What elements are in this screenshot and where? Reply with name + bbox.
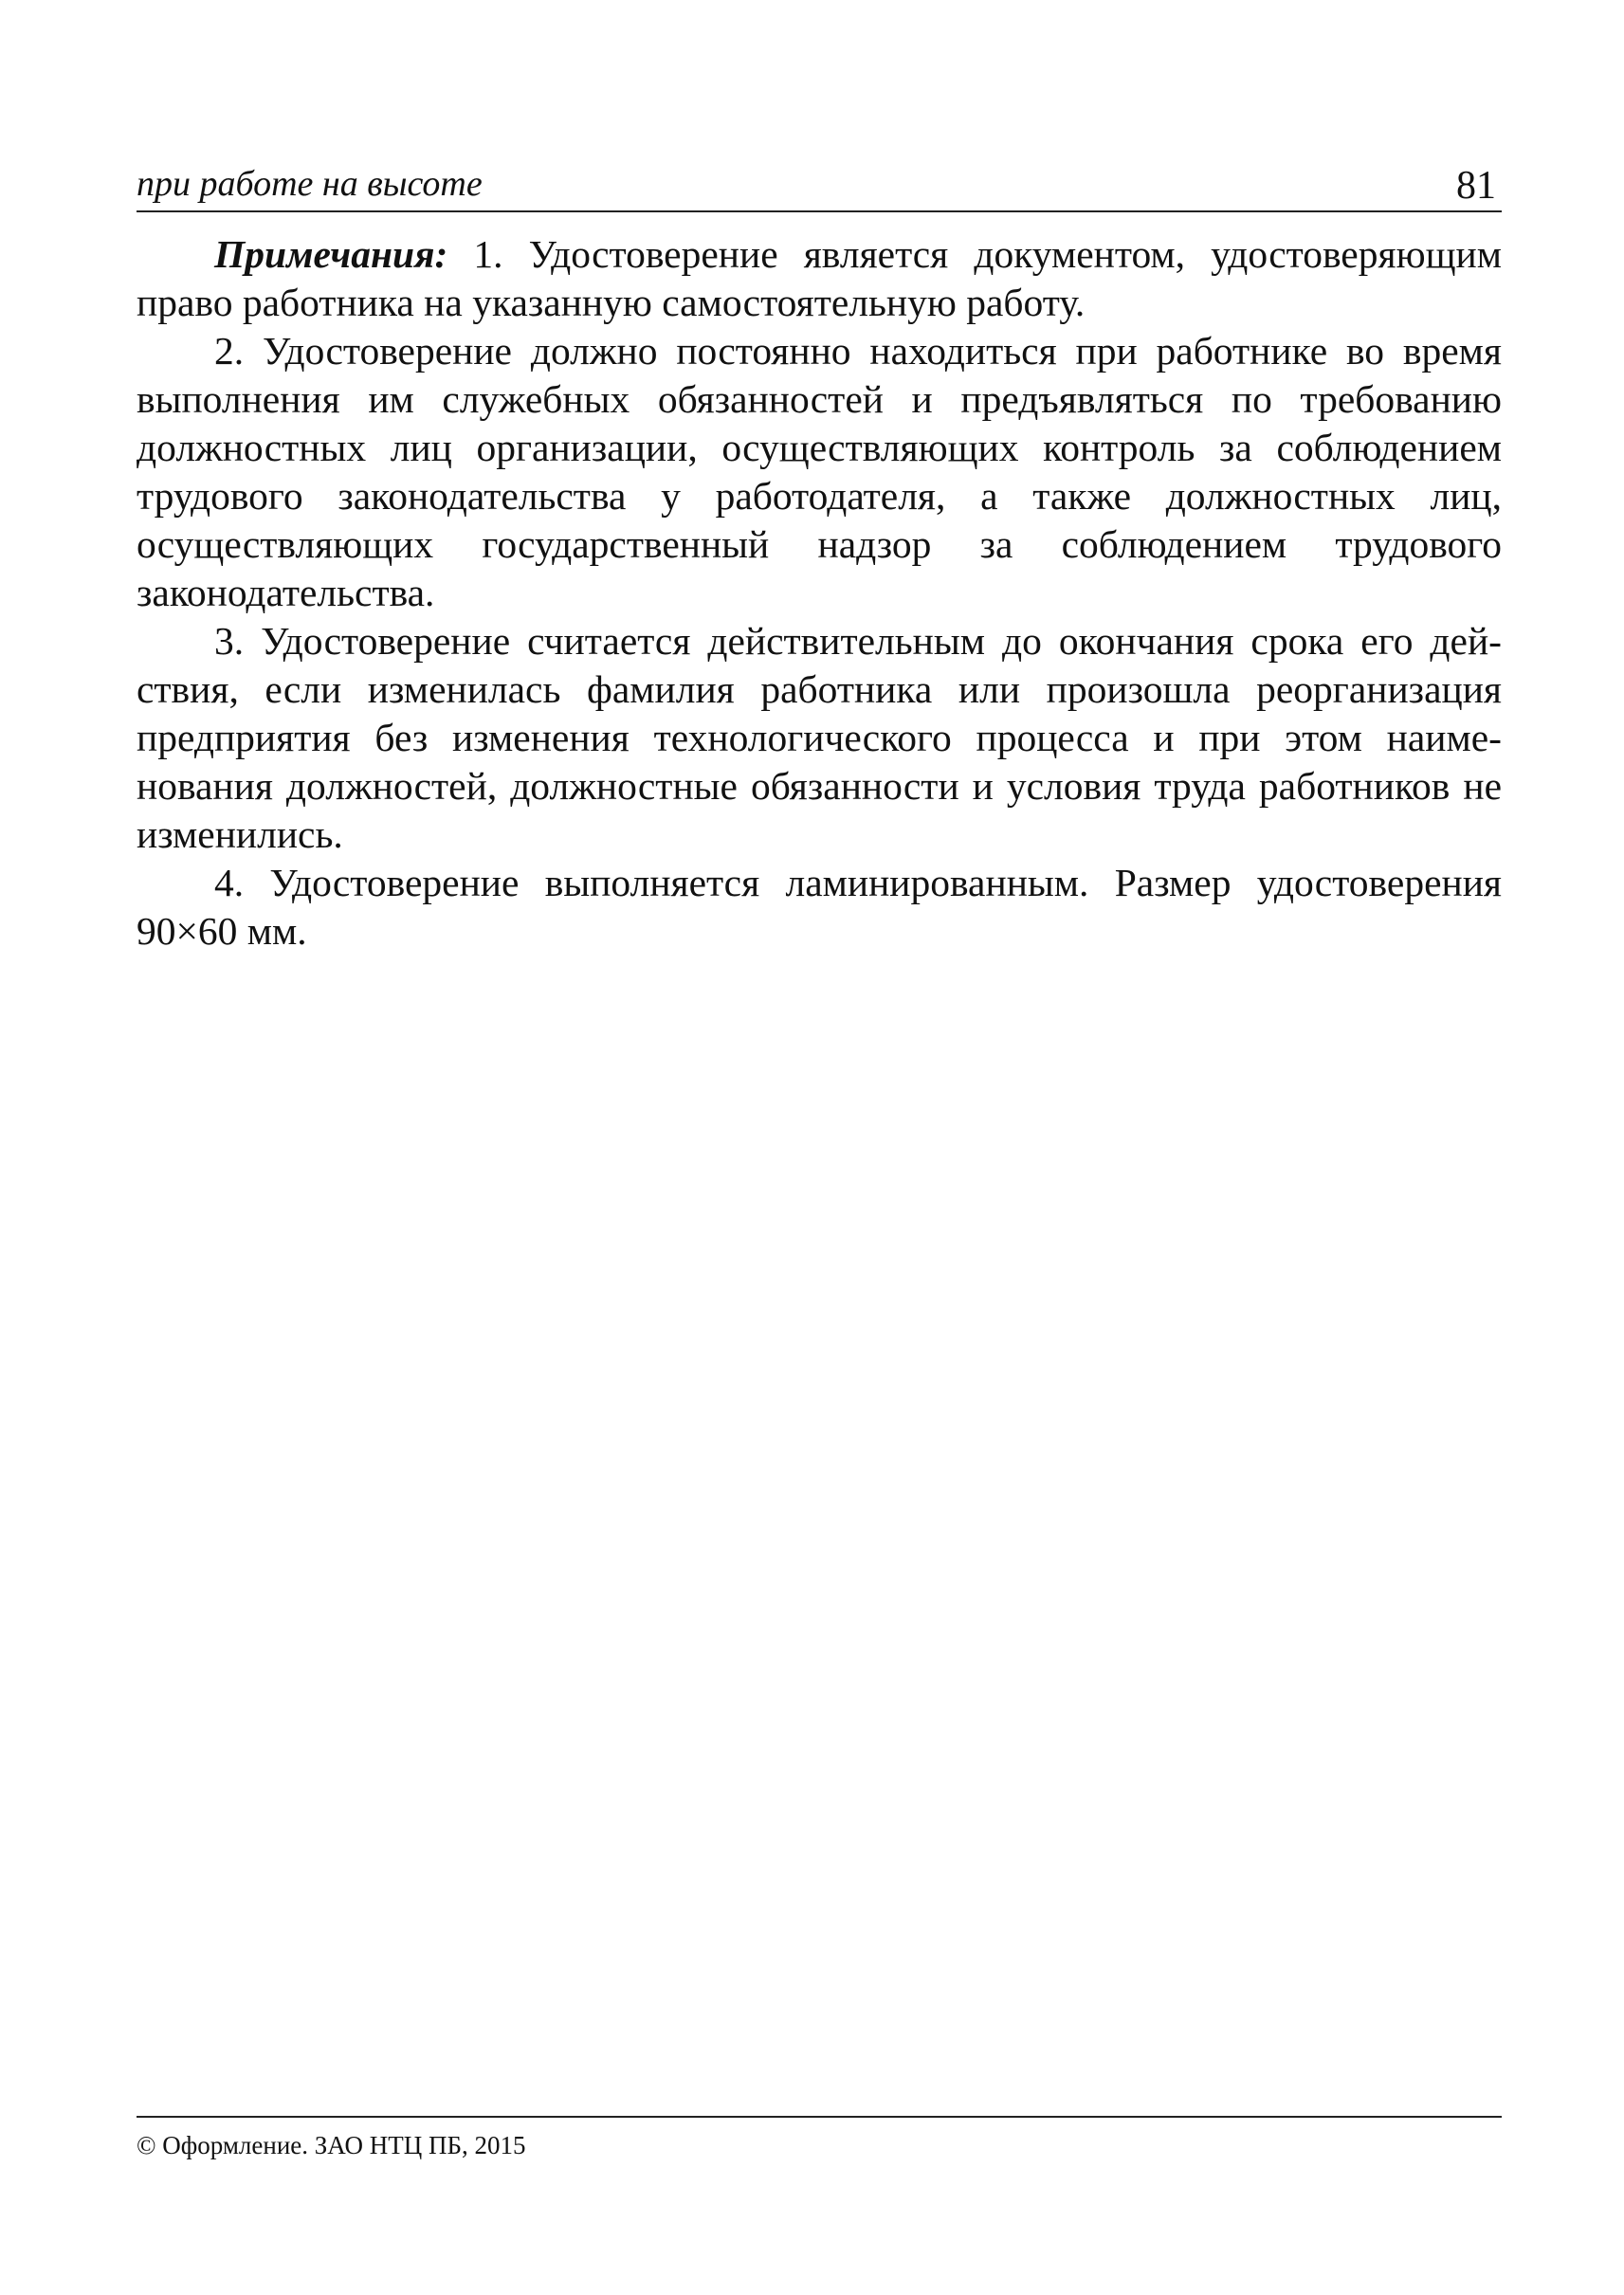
notes-section	[137, 230, 1502, 956]
running-title: при работе на высоте	[137, 164, 483, 204]
page-footer	[137, 2116, 1502, 2160]
page-header	[137, 161, 1502, 212]
note-1-text: 1. Удостоверение является документом, удостоверяющим право работника на указанную самостоятельную работу.	[137, 232, 1502, 324]
notes-label: Примечания:	[214, 232, 448, 276]
note-2: 2. Удостоверение должно постоянно находиться при работнике во время выполнения им служебных обязанностей и предъявляться по требованию должностных лиц организации, осуществляющих контроль за соблюдением трудового законодательства у работодателя, а также должностных лиц, осуществляющих государственный надзор за соблюдением трудового законодательства.	[137, 329, 1502, 614]
copyright-text: © Оформление. ЗАО НТЦ ПБ, 2015	[137, 2131, 526, 2159]
note-1	[137, 230, 1502, 327]
note-4: 4. Удостоверение выполняется ламинированным. Размер удостоверения 90×60 мм.	[137, 861, 1502, 953]
note-3: 3. Удостоверение считается действительным до окончания срока его действия, если изменилась фамилия работника или произошла реорганизация предприятия без изменения технологического процесса и при этом наименования должностей, должностные обязанности и условия труда работников не изменились.	[137, 619, 1502, 856]
page-number: 81	[1456, 164, 1496, 208]
